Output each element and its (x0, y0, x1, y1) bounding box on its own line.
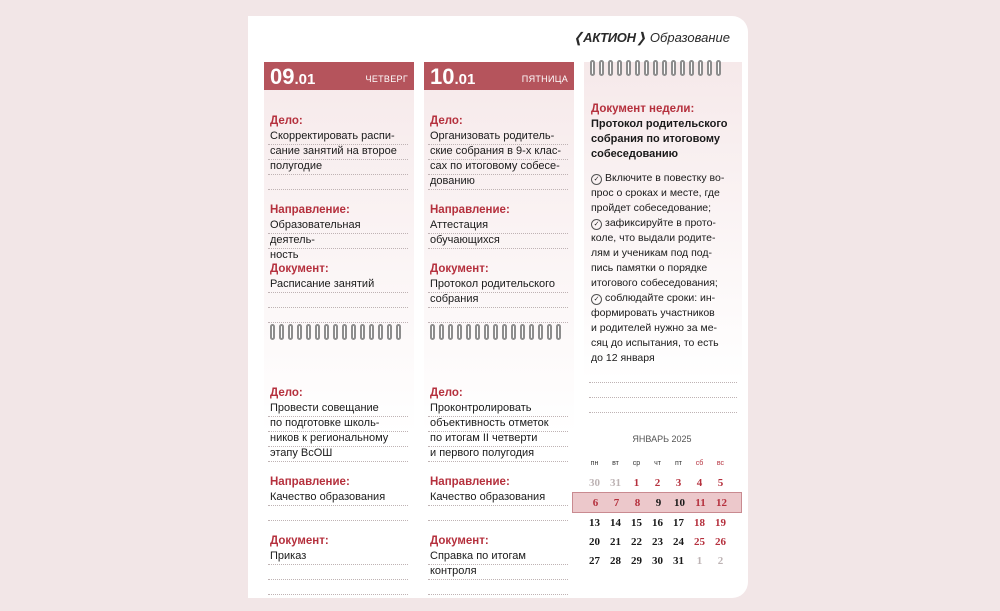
calendar-day[interactable]: 11 (695, 496, 706, 509)
calendar-day[interactable]: 7 (613, 496, 620, 509)
ruled-line (428, 248, 568, 249)
calendar-day[interactable]: 6 (592, 496, 599, 509)
document-text: Приказ (270, 550, 307, 562)
spiral-ring (538, 324, 543, 340)
direction-text: обучающихся (430, 234, 500, 246)
task-text: Организовать родитель- (430, 130, 555, 142)
calendar-day[interactable]: 30 (652, 554, 663, 567)
bullet-text: Включите в повестку во- (605, 172, 725, 184)
calendar-week-row (584, 513, 740, 532)
bullet-line (591, 306, 739, 321)
calendar-day[interactable]: 2 (717, 554, 724, 567)
ruled-line (589, 382, 737, 383)
ruled-line (268, 594, 408, 595)
spiral-ring (396, 324, 401, 340)
calendar-weekday-row (584, 454, 740, 473)
document-label: Документ: (430, 263, 489, 275)
spiral-ring (439, 324, 444, 340)
task-section (270, 386, 408, 461)
spiral-ring (457, 324, 462, 340)
ruled-line (268, 431, 408, 432)
spiral-ring (279, 324, 284, 340)
calendar-day[interactable]: 1 (633, 476, 640, 489)
ruled-line (428, 159, 568, 160)
calendar-day[interactable]: 27 (589, 554, 600, 567)
check-icon: ✓ (591, 294, 602, 305)
ruled-line (268, 159, 408, 160)
calendar-day[interactable]: 5 (717, 476, 724, 489)
task-text: объективность отметок (430, 417, 549, 429)
spiral-ring (342, 324, 347, 340)
spiral-ring (324, 324, 329, 340)
bullet-line (591, 246, 739, 261)
spiral-ring (520, 324, 525, 340)
spiral-ring (502, 324, 507, 340)
spiral-binding (430, 324, 561, 344)
ruled-line (428, 431, 568, 432)
spiral-ring (707, 60, 712, 76)
ruled-line (268, 446, 408, 447)
check-icon: ✓ (591, 174, 602, 185)
task-text: ские собрания в 9-х клас- (430, 145, 562, 157)
spiral-ring (351, 324, 356, 340)
week-doc-title-line: собеседованию (591, 148, 679, 160)
spiral-ring (475, 324, 480, 340)
bullet-line (591, 261, 739, 276)
task-section (430, 386, 568, 461)
calendar-day[interactable]: 17 (673, 516, 684, 529)
spiral-ring (315, 324, 320, 340)
bullet-text: сяц до испытания, то есть (591, 337, 719, 349)
spiral-ring (716, 60, 721, 76)
ruled-line (268, 520, 408, 521)
direction-text: ность (270, 249, 299, 261)
weekday-label: вт (612, 460, 619, 467)
bullet-text: итогового собеседования; (591, 277, 718, 289)
task-text: по подготовке школь- (270, 417, 380, 429)
weekday-label: ср (632, 460, 641, 467)
direction-text: Качество образования (430, 491, 546, 503)
document-text: контроля (430, 565, 477, 577)
ruled-line (428, 307, 568, 308)
ruled-line (428, 174, 568, 175)
spiral-ring (644, 60, 649, 76)
document-text: Протокол родительского (430, 278, 556, 290)
bullet-line (591, 186, 739, 201)
spiral-ring (378, 324, 383, 340)
calendar-day[interactable]: 3 (675, 476, 682, 489)
bullet-text: до 12 января (591, 352, 655, 364)
bullet-line (591, 171, 739, 186)
spiral-ring (608, 60, 613, 76)
ruled-line (428, 322, 568, 323)
bullet-text: прос о сроках и месте, где (591, 187, 720, 199)
calendar-day[interactable]: 15 (631, 516, 642, 529)
calendar-day[interactable]: 24 (673, 535, 684, 548)
task-text: и первого полугодия (430, 447, 535, 459)
week-doc-title-line: Протокол родительского (591, 118, 728, 130)
document-section (270, 534, 408, 564)
bullet-text: пройдет собеседование; (591, 202, 712, 214)
weekday-label: вс (716, 460, 725, 467)
calendar-day[interactable]: 31 (673, 554, 684, 567)
calendar-day[interactable]: 23 (652, 535, 663, 548)
direction-label: Направление: (270, 204, 350, 216)
document-text: Расписание занятий (270, 278, 375, 290)
spiral-binding (590, 60, 721, 80)
spiral-ring (635, 60, 640, 76)
ruled-line (268, 579, 408, 580)
spiral-ring (689, 60, 694, 76)
ruled-line (428, 564, 568, 565)
calendar-day[interactable]: 20 (589, 535, 600, 548)
week-doc-title-line: собрания по итоговому (591, 133, 720, 145)
planner-card (248, 16, 748, 598)
ruled-line (428, 461, 568, 462)
spiral-ring (333, 324, 338, 340)
calendar-week-row (584, 551, 740, 570)
calendar-day[interactable]: 19 (715, 516, 726, 529)
calendar-day[interactable]: 8 (634, 496, 641, 509)
ruled-line (589, 412, 737, 413)
bullet-line (591, 216, 739, 231)
spiral-ring (270, 324, 275, 340)
spiral-ring (297, 324, 302, 340)
calendar-day[interactable]: 12 (716, 496, 727, 509)
calendar-day[interactable]: 9 (655, 496, 662, 509)
document-section (430, 262, 568, 307)
ruled-line (268, 174, 408, 175)
weekday-name: ПЯТНИЦА (521, 74, 568, 84)
ruled-line (268, 564, 408, 565)
calendar-day[interactable]: 21 (610, 535, 621, 548)
week-doc-title (591, 117, 739, 162)
ruled-line (268, 461, 408, 462)
spiral-ring (484, 324, 489, 340)
ruled-line (428, 233, 568, 234)
document-label: Документ: (270, 263, 329, 275)
spiral-ring (617, 60, 622, 76)
bullet-line (591, 291, 739, 306)
weekday-label: сб (695, 460, 704, 467)
spiral-ring (288, 324, 293, 340)
ruled-line (589, 397, 737, 398)
direction-text: Аттестация (430, 219, 489, 231)
highlighted-week-row (572, 492, 742, 513)
task-label: Дело: (430, 387, 463, 399)
spiral-ring (387, 324, 392, 340)
direction-label: Направление: (430, 204, 510, 216)
calendar-day[interactable]: 18 (694, 516, 705, 529)
week-doc-label: Документ недели: (591, 103, 695, 115)
spiral-ring (360, 324, 365, 340)
calendar-day[interactable]: 14 (610, 516, 621, 529)
calendar-day[interactable]: 10 (674, 496, 685, 509)
ruled-line (428, 505, 568, 506)
spiral-ring (680, 60, 685, 76)
weekday-label: чт (654, 460, 661, 467)
bullet-line (591, 276, 739, 291)
spiral-ring (653, 60, 658, 76)
calendar-day[interactable]: 1 (696, 554, 703, 567)
ruled-line (268, 307, 408, 308)
calendar-day[interactable]: 31 (610, 476, 621, 489)
ruled-line (428, 594, 568, 595)
ruled-line (268, 144, 408, 145)
calendar-week-row (584, 473, 740, 492)
spiral-ring (448, 324, 453, 340)
calendar-grid (584, 454, 740, 570)
task-text: Провести совещание (270, 402, 379, 414)
ruled-line (428, 189, 568, 190)
direction-label: Направление: (270, 476, 350, 488)
ruled-line (268, 189, 408, 190)
calendar-day[interactable]: 4 (696, 476, 703, 489)
task-label: Дело: (430, 115, 463, 127)
bullet-line (591, 321, 739, 336)
calendar-day[interactable]: 30 (589, 476, 600, 489)
day-number: 09 (270, 64, 295, 89)
weekday-label: пн (590, 460, 599, 467)
document-label: Документ: (270, 535, 329, 547)
weekday-name: ЧЕТВЕРГ (365, 74, 408, 84)
day-header (424, 62, 574, 90)
spiral-ring (466, 324, 471, 340)
month-suffix: .01 (454, 71, 476, 88)
ruled-line (428, 446, 568, 447)
calendar-day[interactable]: 28 (610, 554, 621, 567)
calendar-day[interactable]: 2 (654, 476, 661, 489)
calendar (584, 434, 740, 570)
spiral-ring (306, 324, 311, 340)
bullet-line (591, 231, 739, 246)
bullet-text: формировать участников (591, 307, 715, 319)
document-label: Документ: (430, 535, 489, 547)
week-document (591, 102, 739, 366)
bullet-text: и родителей нужно за ме- (591, 322, 718, 334)
spiral-ring (590, 60, 595, 76)
bullet-text: зафиксируйте в прото- (605, 217, 716, 229)
document-section (270, 262, 408, 292)
task-label: Дело: (270, 115, 303, 127)
task-text: ников к региональному (270, 432, 389, 444)
spiral-ring (493, 324, 498, 340)
direction-section (270, 475, 408, 505)
ruled-line (268, 322, 408, 323)
spiral-ring (556, 324, 561, 340)
document-text: собрания (430, 293, 479, 305)
direction-section (430, 203, 568, 248)
document-text: Справка по итогам (430, 550, 526, 562)
ruled-line (268, 292, 408, 293)
task-label: Дело: (270, 387, 303, 399)
task-text: сах по итоговому собесе- (430, 160, 560, 172)
ruled-line (268, 505, 408, 506)
calendar-title: ЯНВАРЬ 2025 (632, 434, 692, 444)
task-text: Проконтролировать (430, 402, 532, 414)
task-text: сание занятий на второе (270, 145, 397, 157)
task-text: Скорректировать распи- (270, 130, 395, 142)
spiral-ring (369, 324, 374, 340)
direction-text: Качество образования (270, 491, 386, 503)
bullet-text: соблюдайте сроки: ин- (605, 292, 716, 304)
day-header (264, 62, 414, 90)
ruled-line (428, 144, 568, 145)
calendar-day[interactable]: 25 (694, 535, 705, 548)
spiral-binding (270, 324, 401, 344)
spiral-ring (547, 324, 552, 340)
document-section (430, 534, 568, 579)
direction-text: Образовательная деятель- (270, 219, 361, 246)
calendar-week-row (584, 532, 740, 551)
spiral-ring (662, 60, 667, 76)
brand-logo: ❬АКТИОН❭ Образование (572, 30, 730, 45)
task-text: этапу ВсОШ (270, 447, 333, 459)
spiral-ring (529, 324, 534, 340)
task-section (430, 114, 568, 189)
ruled-line (428, 292, 568, 293)
bullet-line (591, 351, 739, 366)
ruled-line (428, 579, 568, 580)
calendar-day[interactable]: 26 (715, 535, 726, 548)
ruled-line (268, 248, 408, 249)
bullet-text: лям и ученикам под под- (591, 247, 713, 259)
bullet-line (591, 336, 739, 351)
ruled-line (268, 233, 408, 234)
ruled-line (428, 416, 568, 417)
bullet-text: коле, что выдали родите- (591, 232, 716, 244)
week-doc-bullets (591, 171, 739, 366)
ruled-line (268, 416, 408, 417)
direction-section (430, 475, 568, 505)
spiral-ring (511, 324, 516, 340)
spiral-ring (430, 324, 435, 340)
month-suffix: .01 (294, 71, 316, 88)
spiral-ring (671, 60, 676, 76)
task-text: по итогам II четверти (430, 432, 538, 444)
calendar-day[interactable]: 16 (652, 516, 663, 529)
calendar-day[interactable]: 29 (631, 554, 642, 567)
spiral-ring (599, 60, 604, 76)
check-icon: ✓ (591, 219, 602, 230)
direction-label: Направление: (430, 476, 510, 488)
task-text: дованию (430, 175, 475, 187)
bullet-text: пись памятки о порядке (591, 262, 708, 274)
task-text: полугодие (270, 160, 323, 172)
spiral-ring (626, 60, 631, 76)
day-number: 10 (430, 64, 455, 89)
spiral-ring (698, 60, 703, 76)
ruled-line (428, 520, 568, 521)
calendar-day[interactable]: 22 (631, 535, 642, 548)
calendar-day[interactable]: 13 (589, 516, 600, 529)
bullet-line (591, 201, 739, 216)
weekday-label: пт (675, 460, 682, 467)
